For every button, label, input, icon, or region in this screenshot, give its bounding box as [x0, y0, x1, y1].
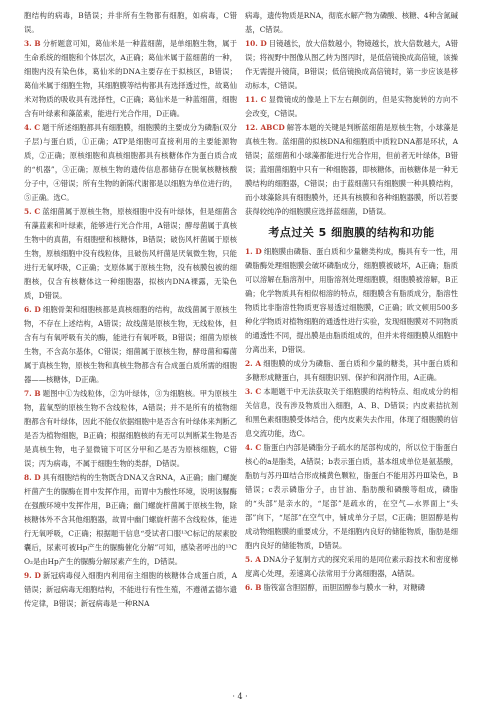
explanation-text: 题图中①为线粒体，②为叶绿体，③为细胞核。甲为原核生物，蓝氧型的原核生物不含线粒体，A错误；并不是所有的植物细胞都含有叶绿体，因此不能仅依据细胞中是否含有叶绿体来判断乙是否为植物细胞，B正确；根据细胞核的有无可以判断某生物是否是真核生物，电子显微镜下可区分甲和乙是否为原核细胞，C错误；丙为病毒，不属于细胞生物的类群，D错误。	[24, 389, 237, 468]
answer-key: ABCD	[260, 123, 285, 132]
right-column-bottom	[245, 245, 458, 595]
answer-key: D	[260, 39, 267, 48]
answer-paragraph	[245, 245, 458, 357]
question-number: 3.	[24, 39, 35, 48]
answer-paragraph	[245, 357, 458, 385]
right-column	[245, 9, 458, 595]
answer-paragraph	[24, 303, 237, 387]
question-number: 5.	[24, 207, 35, 216]
explanation-text: 脂筏富含胆固醇，而胆固醇参与膜水一种，对糖磷	[263, 583, 426, 592]
answer-paragraph	[24, 205, 237, 303]
answer-key: A	[255, 555, 261, 564]
explanation-text: 新冠病毒侵入细胞内利用宿主细胞的核糖体合成蛋白质，A错误；新冠病毒无细胞结构，不能进行有性生殖，不遵循孟德尔遗传定律，B错误；新冠病毒是一种RNA	[24, 571, 237, 608]
explanation-text: 具有细胞结构的生物既含DNA又含RNA，A正确；幽门螺旋杆菌产生的脲酶在胃中发挥作用，而胃中为酸性环境，说明该脲酶在强酸环境中发挥作用，B正确；幽门螺旋杆菌属于原核生物，除核糖体外不含其他细胞器，故胃中幽门螺旋杆菌不含线粒体，能进行无氧呼吸，C正确；根据题干信息“受试者口服¹³C标记的尿素胶囊后，尿素可被Hp产生的脲酶催化分解”可知，感染者呼出的¹³CO₂是由Hp产生的脲酶分解尿素产生的，D错误。	[24, 473, 238, 566]
question-number: 4.	[245, 443, 256, 452]
question-number: 4.	[24, 123, 35, 132]
explanation-text: 显微镜成的像是上下左右颠倒的，但是实物旋转的方向不会改变，C错误。	[245, 95, 458, 118]
answer-paragraph	[24, 569, 237, 611]
answer-paragraph	[24, 387, 237, 471]
answer-key: D	[34, 473, 41, 482]
question-number: 2.	[245, 359, 256, 368]
answer-paragraph	[245, 9, 458, 37]
explanation-text: 目镜越长，放大倍数越小，物镜越长，放大倍数越大，A错误；将视野中图像从图乙转为图丙时，是低倍镜换成高倍镜，该操作无需提升镜筒，B错误；低倍镜换成高倍镜时，第一步应该是移动标本，C错误。	[245, 39, 458, 90]
answer-paragraph	[24, 9, 237, 37]
explanation-text: 解答本题的关键是判断蓝细菌是原核生物，小球藻是真核生物。蓝细菌的拟核DNA和细胞质中质粒DNA都是环状，A错误；蓝细菌和小球藻都能进行光合作用，但前者无叶绿体，B错误；蓝细菌细胞中只有一种细胞器，即核糖体，而核糖体是一种无膜结构的细胞器，C错误；由于蓝细菌只有细胞膜一种具膜结构，而小球藻除具有细胞膜外，还具有核膜和各种细胞器膜，所以若要获得较纯净的细胞膜应选择蓝细菌，D错误。	[245, 123, 458, 216]
right-column-top	[245, 9, 458, 219]
answer-paragraph	[245, 93, 458, 121]
answer-paragraph	[245, 121, 458, 219]
answer-key: C	[260, 95, 267, 104]
answer-paragraph	[24, 471, 237, 569]
left-column	[24, 9, 237, 611]
answer-paragraph	[245, 441, 458, 553]
question-number: 1.	[245, 247, 256, 256]
explanation-text: 本题题干中无法获取关于细胞膜的结构特点、组成成分的相关信息，没有涉及物质出入细胞，A、B、D错误；内皮素拮抗剂和黑色素细胞膜受体结合，使内皮素失去作用，体现了细胞膜的信息交流功能，选C。	[245, 387, 458, 438]
answer-paragraph	[245, 385, 458, 441]
question-number: 6.	[245, 583, 256, 592]
answer-paragraph	[24, 37, 237, 121]
answer-key: D	[255, 247, 262, 256]
explanation-text: 细胞骨架和细胞核都是真核细胞的结构，故线菌属于原核生物，不存在上述结构，A错误；故线菌是原核生物，无线粒体，但含有与有氧呼吸有关的酶，能进行有氧呼吸，B错误；细菌为原核生物，不含高尔基体，C错误；细菌属于原核生物，酵母菌和霉菌属于真核生物，原核生物和真核生物都含有合成蛋白质所需的细胞器——核糖体，D正确。	[24, 305, 237, 384]
question-number: 8.	[24, 473, 35, 482]
page-number: · 4 ·	[232, 692, 248, 701]
answer-key: D	[34, 305, 41, 314]
answer-key: B	[34, 39, 41, 48]
question-number: 6.	[24, 305, 35, 314]
answer-key: B	[255, 583, 262, 592]
answer-key: B	[34, 389, 41, 398]
explanation-text: 题干所述细胞都具有细胞膜，细胞膜的主要成分为磷脂(双分子层)与蛋白质，①正确；ATP是细胞可直接利用的主要能源物质，②正确；原核细胞和真核细胞都具有核糖体作为蛋白质合成的“机器”，③正确；原核生物的遗传信息都储存在脱氧核糖核酸分子中，④错误；所有生物的新陈代谢都是以细胞为单位进行的，⑤正确。选C。	[24, 123, 237, 202]
explanation-text: 胞结构的病毒，B错误；并非所有生物都有细胞，如病毒，C错误。	[24, 11, 237, 34]
question-number: 5.	[245, 555, 256, 564]
explanation-text: 细胞膜由磷脂、蛋白质和少量糖类构成，酶具有专一性，用磷脂酶处理细胞膜会破坏磷脂成分，细胞膜被破坏，A正确；脂质可以溶解在脂溶剂中，用脂溶剂处理细胞膜，细胞膜被溶解，B正确；化学物质具有相似相溶的特点，细胞膜含有脂质成分，脂溶性物质比非脂溶性物质更容易透过细胞膜，C正确；欧文顿用500多种化学物质对植物细胞的通透性进行实验，发现细胞膜对不同物质的通透性不同，提出膜是由脂质组成的，但并未将细胞膜从细胞中分离出来，D错误。	[245, 247, 458, 354]
explanation-text: DNA分子复制方式的探究采用的是同位素示踪技术和密度梯度离心处理，差速离心法常用于分离细胞器，A错误。	[245, 555, 458, 578]
answer-key: C	[255, 443, 262, 452]
question-number: 10.	[245, 39, 261, 48]
explanation-text: 病毒，遗传物质是RNA，彻底水解产物为磷酸、核糖、4种含氮碱基，C错误。	[245, 11, 458, 34]
question-number: 12.	[245, 123, 261, 132]
explanation-text: 脂蛋白内部是磷脂分子疏水的尾部构成的，所以位于脂蛋白核心的a是脂类，A错误；b表示蛋白质，基本组成单位是氨基酸，脂肪与苏丹Ⅲ结合形成橘黄色颗粒，脂蛋白不能用苏丹Ⅲ染色，B错误；c表示磷脂分子，由甘油、脂肪酸和磷酸等组成，磷脂的“头部”是亲水的，“尾部”是疏水的，在空气—水界面上“头部”向下，“尾部”在空气中，铺成单分子层，C正确；胆固醇是构成动物细胞膜的重要成分，不是细胞内良好的储能物质，脂肪是细胞内良好的储能物质，D错误。	[245, 443, 458, 550]
explanation-text: 分析题意可知，葛仙米是一种蓝细菌，是单细胞生物，属于生命系统的细胞和个体层次，A正确；葛仙米属于蓝细菌的一种，细胞内没有染色体，葛仙米的DNA主要存在于拟核区，B错误；葛仙米属于细胞生物，其细胞膜等结构都具有选择透过性，故葛仙米对物质的吸收具有选择性，C正确；葛仙米是一种蓝细菌，细胞含有叶绿素和藻蓝素，能进行光合作用，D正确。	[24, 39, 237, 118]
answer-key: D	[34, 571, 41, 580]
answer-key: C	[34, 207, 41, 216]
answer-key: C	[255, 387, 262, 396]
explanation-text: 蓝细菌属于原核生物，原核细胞中没有叶绿体，但是细菌含有藻蓝素和叶绿素，能够进行光合作用，A错误；酵母菌属于真核生物中的真菌，有细胞壁和核糖体，B错误；破伤风杆菌属于原核生物，原核细胞中没有线粒体，且破伤风杆菌是厌氧微生物，只能进行无氧呼吸，C正确；支原体属于原核生物，没有核膜包被的细胞核，仅含有核糖体这一种细胞器，拟核内DNA裸露，无染色质，D错误。	[24, 207, 237, 300]
question-number: 3.	[245, 387, 256, 396]
explanation-text: 细胞膜的成分为磷脂、蛋白质和少量的糖类，其中蛋白质和多糖形成糖蛋白，具有细胞识别、保护和润滑作用，A正确。	[245, 359, 458, 382]
question-number: 11.	[245, 95, 261, 104]
section-title: 考点过关 5 细胞膜的结构和功能	[268, 226, 435, 239]
answer-key: C	[34, 123, 41, 132]
answer-paragraph	[245, 553, 458, 581]
answer-paragraph	[245, 37, 458, 93]
question-number: 9.	[24, 571, 35, 580]
answer-key: A	[255, 359, 262, 368]
answer-paragraph	[24, 121, 237, 205]
question-number: 7.	[24, 389, 35, 398]
answer-paragraph	[245, 581, 458, 595]
